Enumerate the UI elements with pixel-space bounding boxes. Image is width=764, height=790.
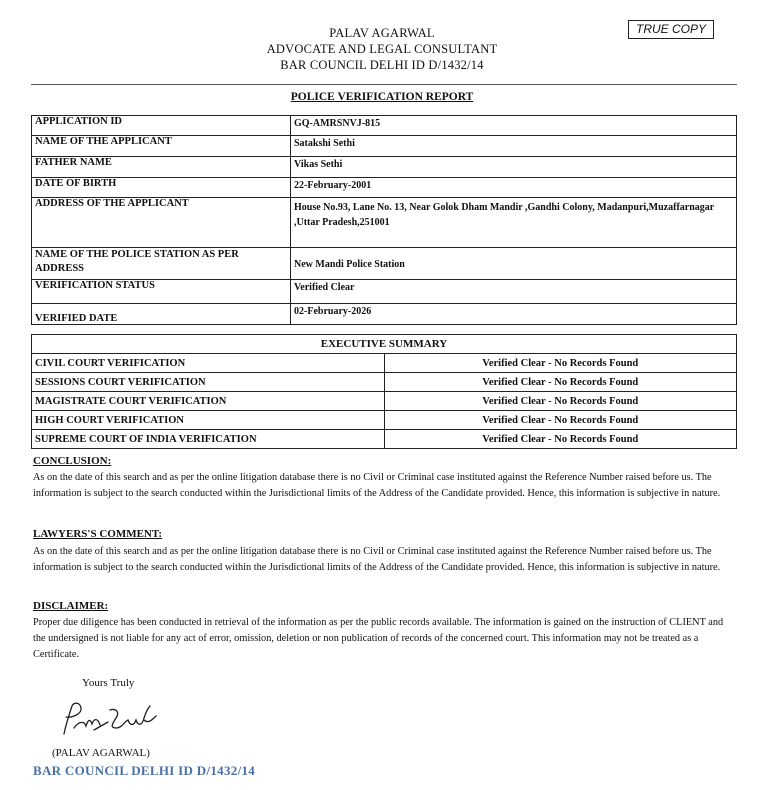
detail-value: Vikas Sethi	[291, 157, 737, 178]
summary-value: Verified Clear - No Records Found	[384, 354, 737, 373]
summary-label: SUPREME COURT OF INDIA VERIFICATION	[32, 430, 385, 449]
detail-label: NAME OF THE APPLICANT	[32, 136, 291, 157]
disclaimer-heading: DISCLAIMER:	[33, 600, 109, 612]
summary-value: Verified Clear - No Records Found	[384, 373, 737, 392]
closing-text: Yours Truly	[82, 677, 135, 689]
lawyers-comment-heading: LAWYERS'S COMMENT:	[33, 528, 163, 540]
table-row	[32, 198, 737, 248]
detail-label: DATE OF BIRTH	[32, 178, 291, 198]
table-row	[32, 304, 737, 325]
table-row	[32, 411, 737, 430]
letterhead-bar-id: BAR COUNCIL DELHI ID D/1432/14	[280, 58, 484, 72]
summary-value: Verified Clear - No Records Found	[384, 430, 737, 449]
executive-summary-table	[31, 334, 737, 449]
detail-label: ADDRESS OF THE APPLICANT	[32, 198, 291, 248]
summary-label: HIGH COURT VERIFICATION	[32, 411, 385, 430]
conclusion-heading: CONCLUSION:	[33, 455, 112, 467]
detail-value: 02-February-2026	[291, 304, 737, 325]
signature-image	[50, 698, 160, 743]
report-title-text: POLICE VERIFICATION REPORT	[290, 91, 474, 103]
table-row	[32, 354, 737, 373]
table-row	[32, 136, 737, 157]
table-row	[32, 157, 737, 178]
detail-label: NAME OF THE POLICE STATION AS PER ADDRESS	[32, 248, 291, 280]
footer-bar-id: BAR COUNCIL DELHI ID D/1432/14	[33, 763, 256, 778]
summary-label: MAGISTRATE COURT VERIFICATION	[32, 392, 385, 411]
detail-value: Verified Clear	[291, 280, 737, 304]
table-row	[32, 392, 737, 411]
detail-value: 22-February-2001	[291, 178, 737, 198]
executive-summary-title: EXECUTIVE SUMMARY	[32, 335, 737, 354]
table-row	[32, 248, 737, 280]
letterhead-name: PALAV AGARWAL	[329, 26, 435, 40]
lawyers-comment-text: As on the date of this search and as per the online litigation database there is no Civil or Criminal case instituted against the Reference Number raised before us. The information is subject to the search conducted within the Jurisdictional limits of the Address of the Candidate provided. Hence, this information is subjective in nature.	[33, 546, 721, 573]
signatory-name: (PALAV AGARWAL)	[52, 747, 150, 759]
table-row	[32, 430, 737, 449]
table-row	[32, 280, 737, 304]
summary-label: CIVIL COURT VERIFICATION	[32, 354, 385, 373]
report-title	[0, 91, 764, 103]
summary-value: Verified Clear - No Records Found	[384, 411, 737, 430]
summary-label: SESSIONS COURT VERIFICATION	[32, 373, 385, 392]
table-row	[32, 373, 737, 392]
detail-label: VERIFIED DATE	[32, 304, 291, 325]
summary-value: Verified Clear - No Records Found	[384, 392, 737, 411]
disclaimer-text: Proper due diligence has been conducted in retrieval of the information as per the public records available. The information is gained on the instruction of CLIENT and the undersigned is not liable for any act of error, omission, deletion or non publication of records of the concerned court. This information may not be treated as a Certificate.	[33, 617, 724, 660]
detail-value: GQ-AMRSNVJ-815	[291, 116, 737, 136]
conclusion-text: As on the date of this search and as per the online litigation database there is no Civil or Criminal case instituted against the Reference Number raised before us. The information is subject to the search conducted within the Jurisdictional limits of the Address of the Candidate provided. Hence, this information is subjective in nature.	[33, 472, 721, 499]
header-divider	[31, 84, 737, 85]
detail-label: APPLICATION ID	[32, 116, 291, 136]
true-copy-stamp: TRUE COPY	[628, 20, 714, 39]
table-row	[32, 116, 737, 136]
table-row	[32, 335, 737, 354]
letterhead-role: ADVOCATE AND LEGAL CONSULTANT	[266, 42, 498, 56]
detail-value: New Mandi Police Station	[291, 248, 737, 280]
detail-value: House No.93, Lane No. 13, Near Golok Dham Mandir ,Gandhi Colony, Madanpuri,Muzaffarnagar ,Uttar Pradesh,251001	[291, 198, 737, 248]
detail-label: VERIFICATION STATUS	[32, 280, 291, 304]
detail-value: Satakshi Sethi	[291, 136, 737, 157]
detail-label: FATHER NAME	[32, 157, 291, 178]
applicant-details-table	[31, 115, 737, 325]
table-row	[32, 178, 737, 198]
